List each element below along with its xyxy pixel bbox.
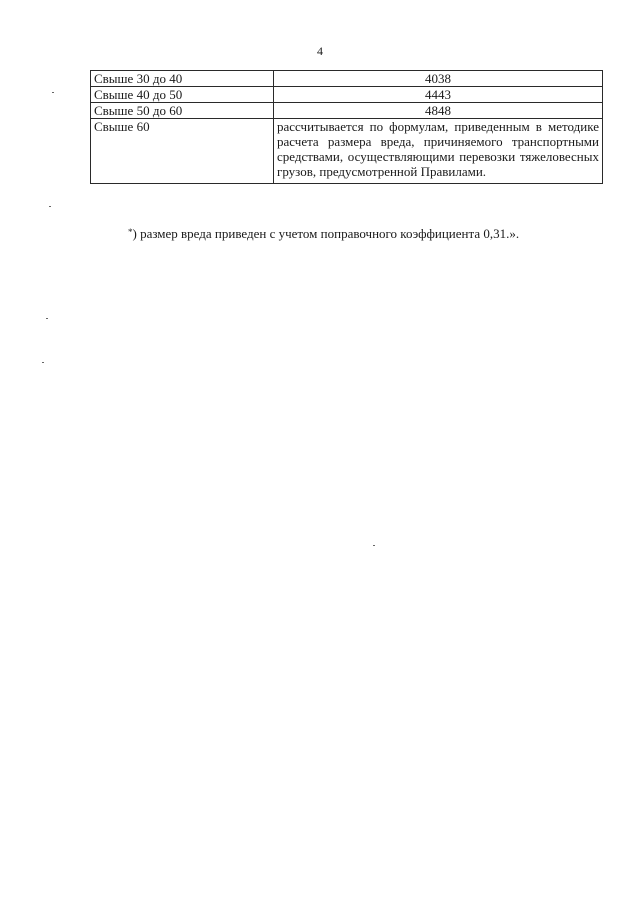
scan-speck bbox=[52, 92, 54, 93]
table-row bbox=[91, 119, 603, 184]
table-row bbox=[91, 71, 603, 87]
table-row bbox=[91, 103, 603, 119]
range-cell: Свыше 50 до 60 bbox=[91, 103, 274, 119]
scan-speck bbox=[46, 318, 48, 319]
scan-speck bbox=[42, 362, 44, 363]
range-cell: Свыше 40 до 50 bbox=[91, 87, 274, 103]
scan-speck bbox=[373, 545, 375, 546]
footnote-text: ) размер вреда приведен с учетом поправочного коэффициента 0,31.». bbox=[132, 226, 520, 241]
footnote bbox=[128, 226, 519, 242]
page-number: 4 bbox=[317, 44, 323, 58]
scan-speck bbox=[49, 206, 51, 207]
footnote-marker: * bbox=[128, 227, 133, 237]
table-row bbox=[91, 87, 603, 103]
value-cell: 4848 bbox=[274, 103, 603, 119]
value-cell: 4038 bbox=[274, 71, 603, 87]
range-cell: Свыше 30 до 40 bbox=[91, 71, 274, 87]
value-cell: 4443 bbox=[274, 87, 603, 103]
harm-amount-table bbox=[90, 70, 603, 184]
value-cell: рассчитывается по формулам, приведенным в методике расчета размера вреда, причиняемого транспортными средствами, осуществляющими перевозки тяжеловесных грузов, предусмотренной Правилами. bbox=[274, 119, 603, 184]
range-cell: Свыше 60 bbox=[91, 119, 274, 184]
